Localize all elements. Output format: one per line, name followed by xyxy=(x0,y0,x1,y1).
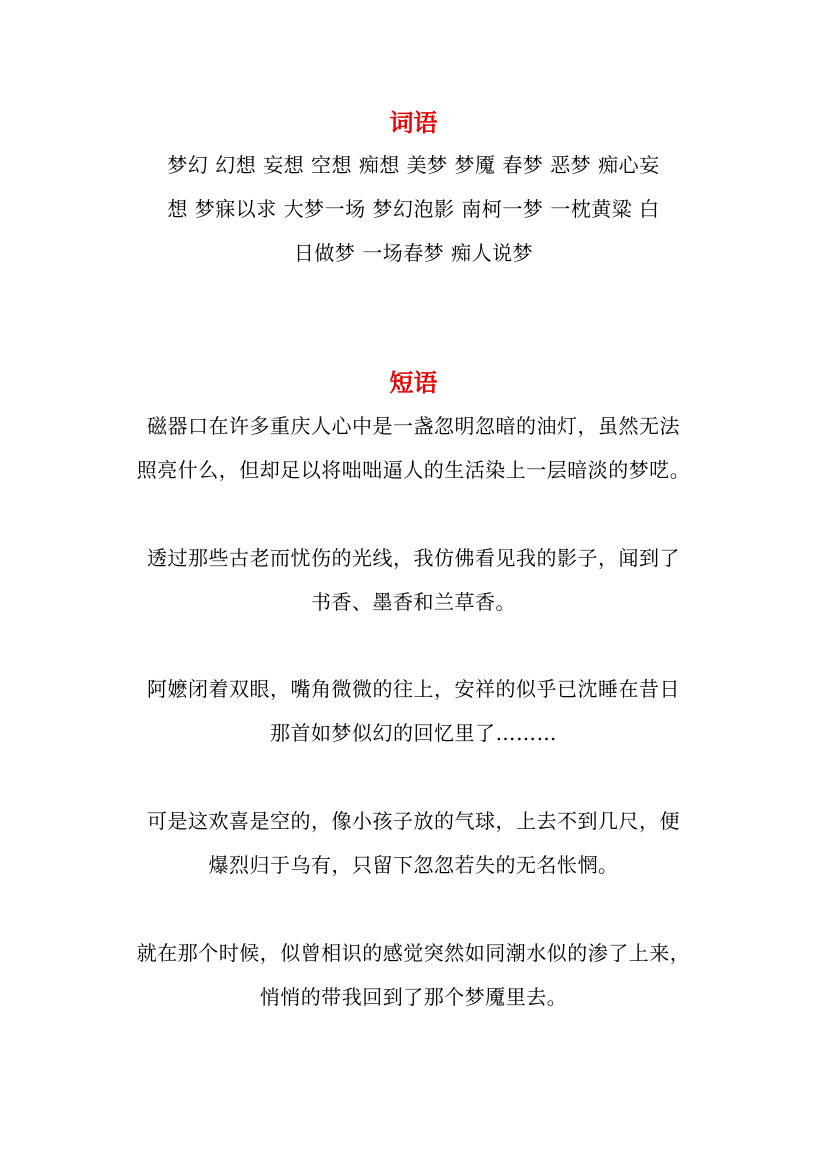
phrase-line: 悄悄的带我回到了那个梦魇里去。 xyxy=(259,985,568,1009)
phrase-line: 磁器口在许多重庆人心中是一盏忽明忽暗的油灯，虽然无法 xyxy=(147,414,680,438)
phrase-line: 书香、墨香和兰草香。 xyxy=(311,590,516,614)
phrase-line: 阿嬷闭着双眼，嘴角微微的往上，安祥的似乎已沈睡在昔日 xyxy=(147,677,680,701)
phrases-heading: 短语 xyxy=(389,368,438,397)
phrase-line: 透过那些古老而忧伤的光线，我仿佛看见我的影子，闻到了 xyxy=(147,546,680,570)
words-line: 日做梦 一场春梦 痴人说梦 xyxy=(293,241,534,265)
phrase-line: 可是这欢喜是空的，像小孩子放的气球，上去不到几尺，便 xyxy=(147,809,680,833)
phrase-line: 那首如梦似幻的回忆里了……… xyxy=(270,721,557,745)
words-line: 想 梦寐以求 大梦一场 梦幻泡影 南柯一梦 一枕黄粱 白 xyxy=(167,197,660,221)
words-line: 梦幻 幻想 妄想 空想 痴想 美梦 梦魇 春梦 恶梦 痴心妄 xyxy=(167,153,660,177)
phrase-line: 爆烈归于乌有，只留下忽忽若失的无名怅惘。 xyxy=(208,853,619,877)
phrase-line: 照亮什么，但却足以将咄咄逼人的生活染上一层暗淡的梦呓。 xyxy=(136,458,691,482)
words-heading: 词语 xyxy=(389,108,438,137)
phrase-line: 就在那个时候，似曾相识的感觉突然如同潮水似的渗了上来， xyxy=(136,941,691,965)
